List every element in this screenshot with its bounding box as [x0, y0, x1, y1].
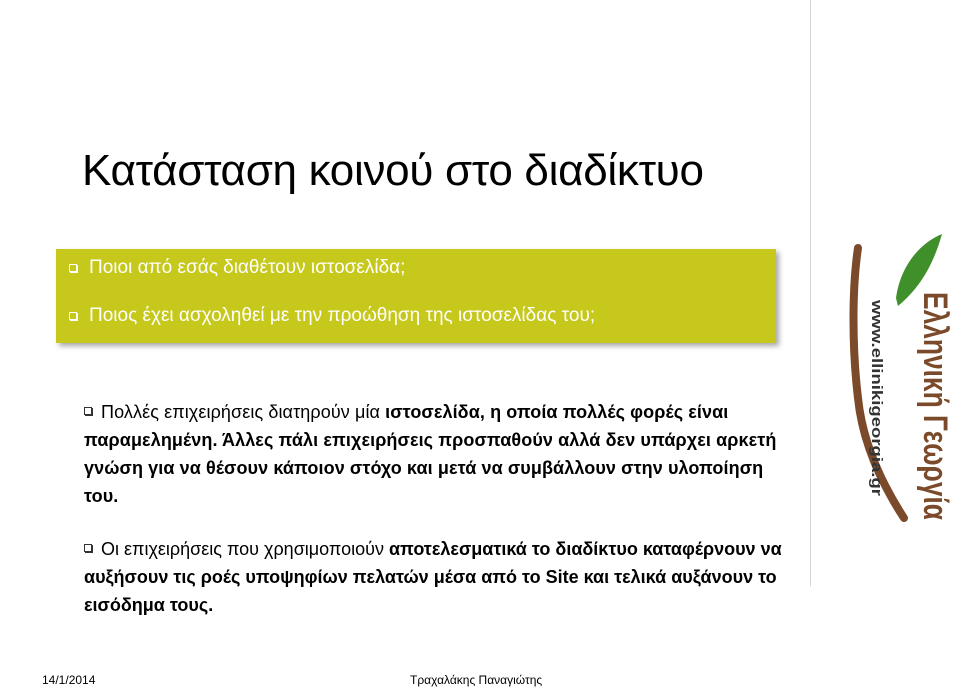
ellinikigeorgia-logo [838, 228, 954, 587]
paragraph-text-normal: Οι επιχειρήσεις που χρησιμοποιούν [101, 539, 389, 559]
paragraph-text-normal: Πολλές επιχειρήσεις διατηρούν μία [101, 402, 386, 422]
footer-date: 14/1/2014 [42, 673, 96, 687]
vertical-divider-line [810, 0, 811, 586]
hollow-square-bullet-icon [84, 407, 92, 415]
logo-url-text: www.ellinikigeorgia.gr [868, 300, 885, 459]
hollow-square-bullet-icon [84, 544, 92, 552]
paragraph-effective-use [84, 535, 784, 619]
question-item [69, 257, 405, 279]
hollow-square-bullet-icon [69, 312, 77, 320]
question-text: Ποιος έχει ασχοληθεί με την προώθηση της ιστοσελίδας του; [89, 305, 596, 326]
logo-brand-text: Ελληνική Γεωργία [916, 292, 954, 587]
questions-box [56, 249, 776, 343]
question-item [69, 305, 595, 327]
hollow-square-bullet-icon [69, 264, 77, 272]
paragraph-text-bold: αποτελεσματικά το διαδίκτυο καταφέρνουν να αυξήσουν τις ροές υποψηφίων πελατών μέσα από το Site και τελικά αυξάνουν το εισόδημα τους. [84, 539, 782, 615]
paragraph-text-bold: ιστοσελίδα, η οποία πολλές φορές είναι παραμελημένη. Άλλες πάλι επιχειρήσεις προσπαθούν αλλά δεν υπάρχει αρκετή γνώση για να θέσουν κάποιον στόχο και μετά να συμβάλλουν στην υλοποίηση του. [84, 402, 777, 506]
slide-title: Κατάσταση κοινού στο διαδίκτυο [82, 146, 704, 195]
paragraph-websites [84, 398, 784, 510]
question-text: Ποιοι από εσάς διαθέτουν ιστοσελίδα; [89, 257, 406, 278]
footer-author: Τραχαλάκης Παναγιώτης [410, 673, 543, 687]
